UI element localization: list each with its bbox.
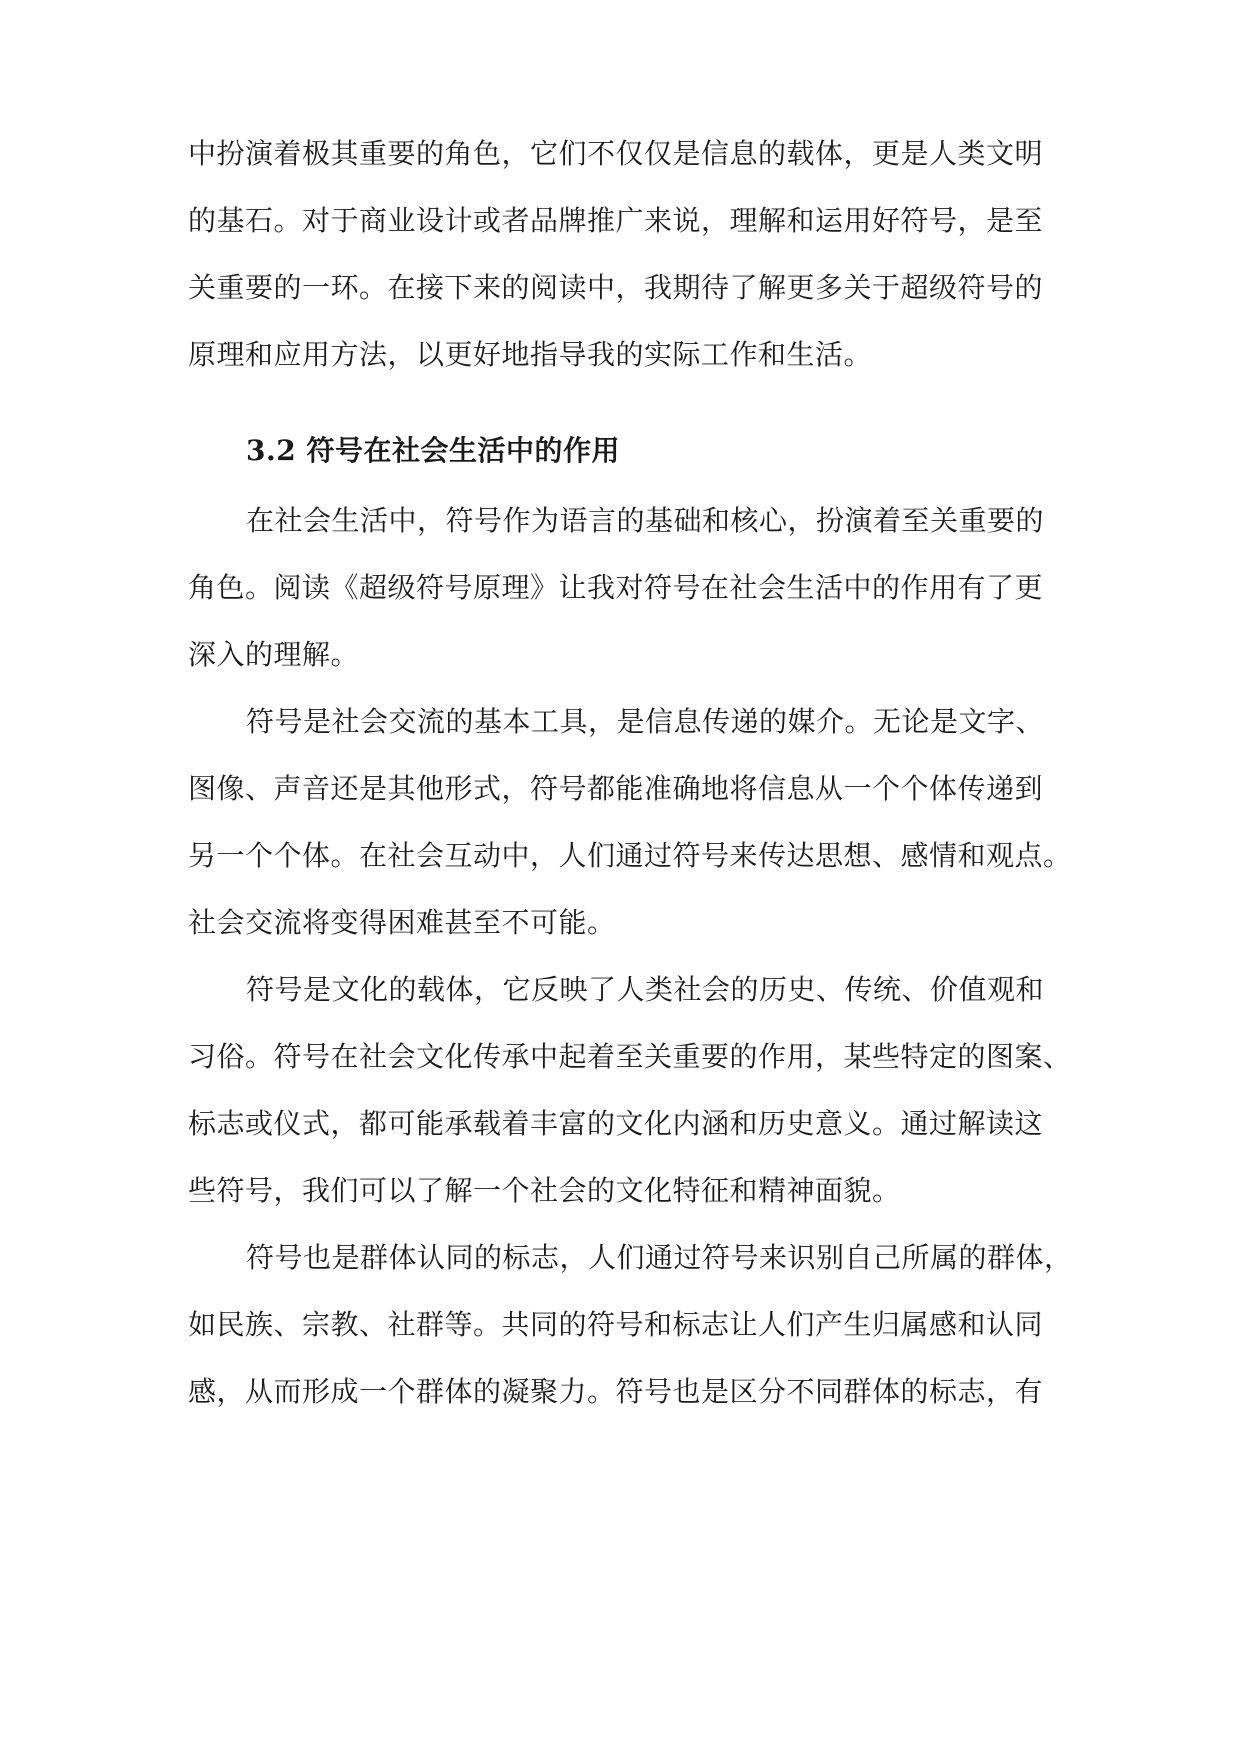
paragraph-line: 的基石。对于商业设计或者品牌推广来说，理解和运用好符号，是至 xyxy=(188,204,1044,237)
paragraph-line: 符号也是群体认同的标志，人们通过符号来识别自己所属的群体， xyxy=(246,1241,1073,1274)
paragraph-line: 角色。阅读《超级符号原理》让我对符号在社会生活中的作用有了更 xyxy=(188,571,1044,604)
paragraph-line: 符号是社会交流的基本工具，是信息传递的媒介。无论是文字、 xyxy=(246,705,1045,738)
paragraph-line: 关重要的一环。在接下来的阅读中，我期待了解更多关于超级符号的 xyxy=(188,271,1044,304)
paragraph-line: 感，从而形成一个群体的凝聚力。符号也是区分不同群体的标志，有 xyxy=(188,1375,1044,1408)
paragraph-line: 些符号，我们可以了解一个社会的文化特征和精神面貌。 xyxy=(188,1174,901,1207)
paragraph-line: 原理和应用方法，以更好地指导我的实际工作和生活。 xyxy=(188,338,873,371)
paragraph-line: 在社会生活中，符号作为语言的基础和核心，扮演着至关重要的 xyxy=(246,504,1045,537)
paragraph-line: 如民族、宗教、社群等。共同的符号和标志让人们产生归属感和认同 xyxy=(188,1308,1044,1341)
paragraph-line: 图像、声音还是其他形式，符号都能准确地将信息从一个个体传递到 xyxy=(188,772,1044,805)
paragraph-line: 社会交流将变得困难甚至不可能。 xyxy=(188,906,616,939)
paragraph-line: 中扮演着极其重要的角色，它们不仅仅是信息的载体，更是人类文明 xyxy=(188,137,1044,170)
paragraph-line: 深入的理解。 xyxy=(188,638,360,671)
paragraph-line: 符号是文化的载体，它反映了人类社会的历史、传统、价值观和 xyxy=(246,973,1045,1006)
paragraph-line: 习俗。符号在社会文化传承中起着至关重要的作用，某些特定的图案、 xyxy=(188,1040,1072,1073)
paragraph-line: 另一个个体。在社会互动中，人们通过符号来传达思想、感情和观点。 xyxy=(188,839,1072,872)
paragraph-line: 标志或仪式，都可能承载着丰富的文化内涵和历史意义。通过解读这 xyxy=(188,1107,1044,1140)
section-heading: 3.2 符号在社会生活中的作用 xyxy=(246,434,620,467)
